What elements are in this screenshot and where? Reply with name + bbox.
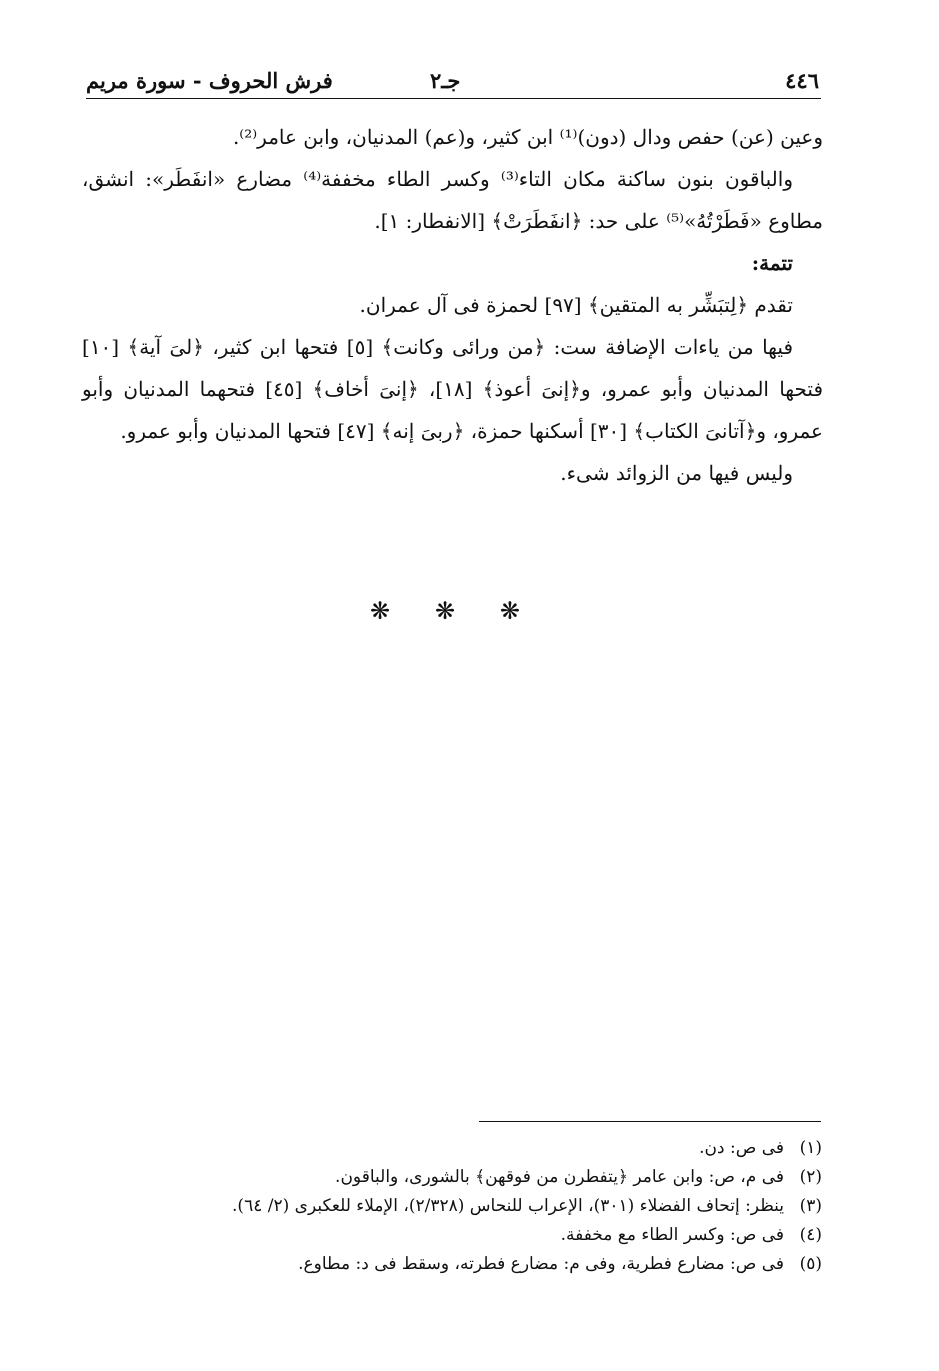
section-heading: تتمة: bbox=[751, 251, 793, 275]
footnote-divider bbox=[479, 1121, 821, 1122]
paragraph-2: والباقون بنون ساكنة مكان التاء⁽³⁾ وكسر الطاء مخففة⁽⁴⁾ مضارع «انفَطَر»: انشق، مطاوع «فَطَرْتُهُ»⁽⁵⁾ على حد: ﴿انفَطَرَتْ﴾ [الانفطار: ١]. bbox=[82, 167, 823, 233]
footnote-text: فى ص: وكسر الطاء مع مخففة. bbox=[560, 1225, 784, 1245]
footnote-text: فى ص: مضارع فطرية، وفى م: مضارع فطرته، وسقط فى د: مطاوع. bbox=[298, 1254, 784, 1274]
section-separator bbox=[370, 596, 520, 626]
paragraph-3: تقدم ﴿لِتبَشِّر به المتقين﴾ [٩٧] لحمزة فى آل عمران. bbox=[359, 293, 793, 317]
paragraph-1: وعين (عن) حفص ودال (دون)⁽¹⁾ ابن كثير، و(عم) المدنيان، وابن عامر⁽²⁾. bbox=[232, 125, 823, 149]
page-number: ٤٤٦ bbox=[785, 68, 819, 93]
volume-label: جـ٢ bbox=[430, 68, 461, 93]
footnote-number: (٢) bbox=[799, 1167, 822, 1187]
footnote-1 bbox=[130, 1134, 822, 1163]
footnote-4 bbox=[130, 1221, 822, 1250]
main-text bbox=[82, 116, 823, 494]
footnote-5 bbox=[130, 1250, 822, 1279]
star-ornament-icon: ❋ bbox=[370, 597, 391, 625]
footnote-number: (٣) bbox=[799, 1196, 822, 1216]
footnote-text: ينظر: إتحاف الفضلاء (٣٠١)، الإعراب للنحاس (٢/٣٢٨)، الإملاء للعكبرى (٢/ ٦٤). bbox=[232, 1196, 784, 1216]
star-ornament-icon: ❋ bbox=[499, 597, 520, 625]
footnote-2 bbox=[130, 1163, 822, 1192]
footnote-number: (٥) bbox=[799, 1254, 822, 1274]
running-title: فرش الحروف - سورة مريم bbox=[86, 68, 333, 93]
paragraph-5: وليس فيها من الزوائد شىء. bbox=[560, 461, 793, 485]
paragraph-4: فيها من ياءات الإضافة ست: ﴿من ورائى وكانت﴾ [٥] فتحها ابن كثير، ﴿لىَ آية﴾ [١٠] فتحها المدنيان وأبو عمرو، و﴿إنىَ أعوذ﴾ [١٨]، ﴿إنىَ أخاف﴾ [٤٥] فتحهما المدنيان وأبو عمرو، و﴿آتانىَ الكتاب﴾ [٣٠] أسكنها حمزة، ﴿ربىَ إنه﴾ [٤٧] فتحها المدنيان وأبو عمرو. bbox=[82, 335, 824, 443]
footnotes bbox=[130, 1134, 822, 1279]
footnote-text: فى ص: دن. bbox=[699, 1138, 784, 1158]
footnote-number: (٤) bbox=[799, 1225, 822, 1245]
footnote-number: (١) bbox=[799, 1138, 822, 1158]
footnote-text: فى م، ص: وابن عامر ﴿يتفطرن من فوقهن﴾ بالشورى، والباقون. bbox=[335, 1167, 784, 1187]
footnote-3 bbox=[130, 1192, 822, 1221]
star-ornament-icon: ❋ bbox=[434, 597, 456, 625]
page-header bbox=[86, 62, 821, 99]
